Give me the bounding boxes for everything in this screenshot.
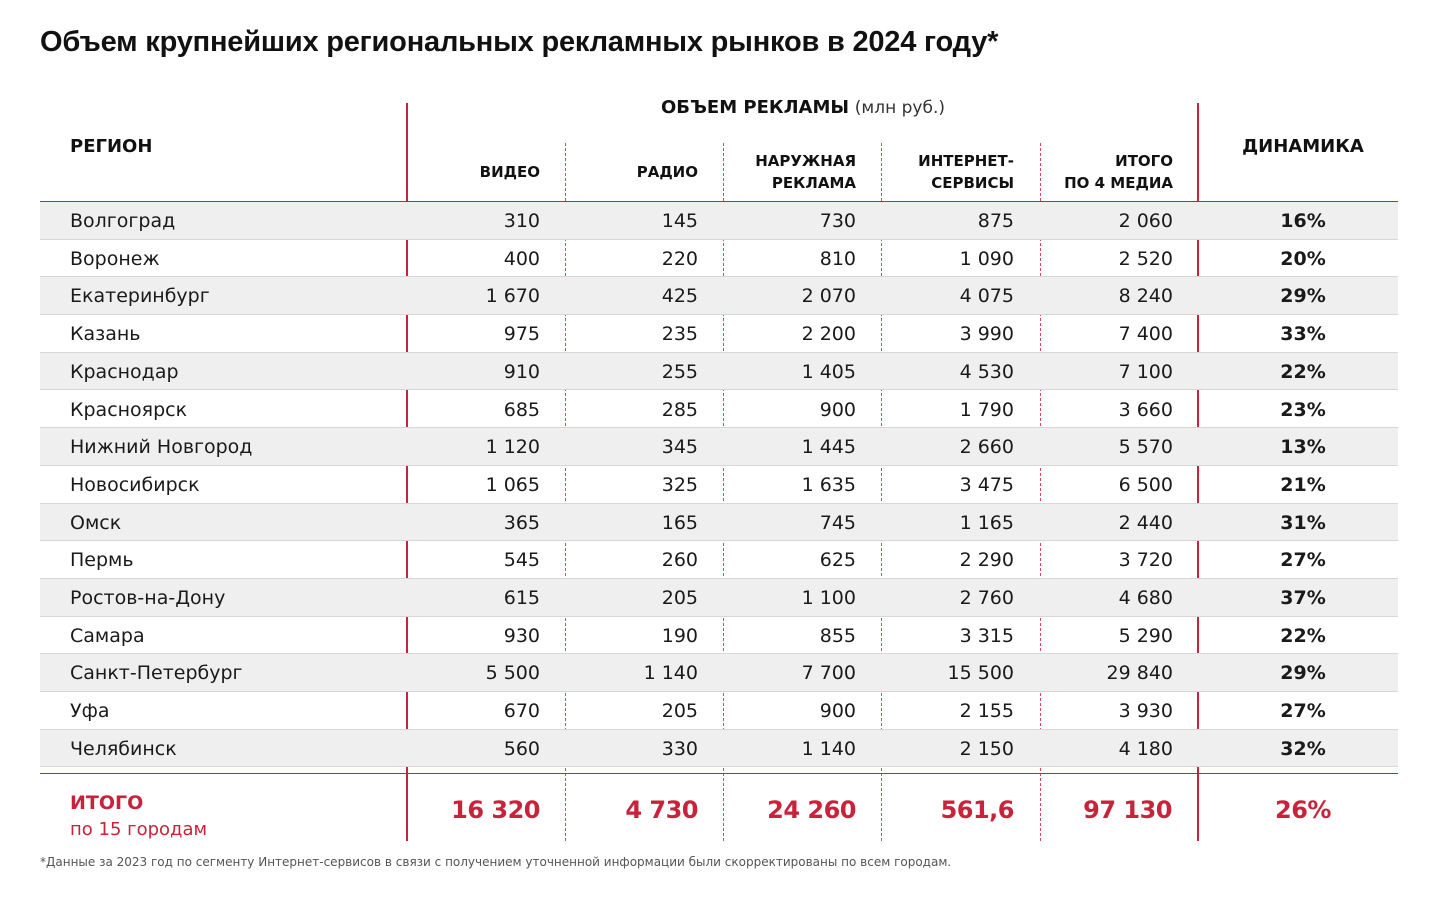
cell-region: Новосибирск bbox=[70, 473, 200, 496]
cell-video: 670 bbox=[503, 700, 540, 723]
footnote: *Данные за 2023 год по сегменту Интернет-сервисов в связи с получением уточненной информации были скорректированы по всем городам. bbox=[40, 855, 952, 869]
cell-internet: 2 155 bbox=[959, 700, 1014, 723]
cell-region: Краснодар bbox=[70, 360, 179, 383]
cell-region: Омск bbox=[70, 511, 122, 534]
cell-video: 685 bbox=[503, 398, 540, 421]
cell-video: 930 bbox=[503, 624, 540, 647]
cell-region: Уфа bbox=[70, 700, 110, 723]
table-row bbox=[40, 466, 1398, 504]
table-row bbox=[40, 654, 1398, 692]
header-radio: РАДИО bbox=[636, 163, 698, 181]
cell-outdoor: 1 100 bbox=[801, 587, 856, 609]
cell-outdoor: 1 405 bbox=[801, 360, 856, 383]
cell-video: 5 500 bbox=[485, 662, 540, 685]
header-internet-line2: СЕРВИСЫ bbox=[931, 174, 1014, 192]
cell-outdoor: 900 bbox=[819, 398, 856, 421]
cell-region: Воронеж bbox=[70, 247, 160, 270]
cell-outdoor: 810 bbox=[819, 247, 856, 270]
cell-region: Челябинск bbox=[70, 737, 177, 760]
cell-outdoor: 2 070 bbox=[801, 285, 856, 308]
cell-internet: 1 090 bbox=[959, 247, 1014, 270]
cell-total: 7 100 bbox=[1118, 360, 1173, 383]
table-row bbox=[40, 428, 1398, 466]
cell-outdoor: 730 bbox=[819, 210, 856, 232]
cell-dynamics: 29% bbox=[1280, 285, 1326, 308]
header-internet-line1: ИНТЕРНЕТ- bbox=[918, 152, 1014, 170]
totals-label-line2: по 15 городам bbox=[70, 819, 208, 840]
totals-outdoor: 24 260 bbox=[767, 796, 856, 824]
cell-radio: 165 bbox=[661, 511, 698, 534]
totals-rule bbox=[40, 773, 1398, 774]
cell-internet: 2 290 bbox=[959, 549, 1014, 572]
cell-region: Самара bbox=[70, 624, 145, 647]
cell-radio: 145 bbox=[661, 210, 698, 232]
cell-internet: 15 500 bbox=[947, 662, 1014, 685]
cell-outdoor: 625 bbox=[819, 549, 856, 572]
cell-outdoor: 7 700 bbox=[801, 662, 856, 685]
cell-internet: 3 475 bbox=[959, 473, 1014, 496]
cell-video: 1 065 bbox=[485, 473, 540, 496]
cell-region: Пермь bbox=[70, 549, 134, 572]
table-row bbox=[40, 541, 1398, 579]
cell-region: Санкт-Петербург bbox=[70, 662, 243, 685]
header-total bbox=[1030, 150, 1173, 194]
cell-dynamics: 21% bbox=[1280, 473, 1326, 496]
cell-dynamics: 22% bbox=[1280, 624, 1326, 647]
cell-radio: 255 bbox=[661, 360, 698, 383]
totals-total: 97 130 bbox=[1083, 796, 1172, 824]
cell-dynamics: 27% bbox=[1280, 700, 1326, 723]
cell-total: 3 720 bbox=[1118, 549, 1173, 572]
cell-internet: 3 990 bbox=[959, 323, 1014, 346]
cell-dynamics: 29% bbox=[1280, 662, 1326, 685]
cell-region: Казань bbox=[70, 323, 141, 346]
cell-dynamics: 32% bbox=[1280, 737, 1326, 760]
table-row bbox=[40, 579, 1398, 617]
cell-total: 8 240 bbox=[1118, 285, 1173, 308]
cell-dynamics: 22% bbox=[1280, 360, 1326, 383]
cell-total: 2 520 bbox=[1118, 247, 1173, 270]
cell-radio: 205 bbox=[661, 700, 698, 723]
cell-total: 2 440 bbox=[1118, 511, 1173, 534]
cell-region: Ростов-на-Дону bbox=[70, 587, 226, 609]
totals-internet: 561,6 bbox=[940, 796, 1014, 824]
cell-internet: 2 660 bbox=[959, 436, 1014, 459]
totals-video: 16 320 bbox=[451, 796, 540, 824]
cell-radio: 330 bbox=[661, 737, 698, 760]
table-row bbox=[40, 277, 1398, 315]
header-region: РЕГИОН bbox=[70, 136, 153, 157]
cell-video: 365 bbox=[503, 511, 540, 534]
header-outdoor bbox=[726, 150, 856, 194]
cell-internet: 875 bbox=[977, 210, 1014, 232]
cell-radio: 205 bbox=[661, 587, 698, 609]
cell-total: 6 500 bbox=[1118, 473, 1173, 496]
cell-region: Нижний Новгород bbox=[70, 436, 253, 459]
cell-radio: 1 140 bbox=[643, 662, 698, 685]
cell-radio: 425 bbox=[661, 285, 698, 308]
header-outdoor-line1: НАРУЖНАЯ bbox=[755, 152, 856, 170]
table-row bbox=[40, 617, 1398, 655]
table-row bbox=[40, 730, 1398, 768]
cell-total: 3 930 bbox=[1118, 700, 1173, 723]
cell-total: 7 400 bbox=[1118, 323, 1173, 346]
cell-dynamics: 16% bbox=[1280, 210, 1326, 232]
cell-dynamics: 27% bbox=[1280, 549, 1326, 572]
table-row bbox=[40, 353, 1398, 391]
totals-label-line1: ИТОГО bbox=[70, 792, 144, 814]
cell-radio: 345 bbox=[661, 436, 698, 459]
header-total-line1: ИТОГО bbox=[1115, 152, 1173, 170]
cell-dynamics: 23% bbox=[1280, 398, 1326, 421]
header-outdoor-line2: РЕКЛАМА bbox=[771, 174, 856, 192]
table-row bbox=[40, 240, 1398, 278]
table-row bbox=[40, 391, 1398, 429]
cell-radio: 235 bbox=[661, 323, 698, 346]
cell-video: 910 bbox=[503, 360, 540, 383]
cell-total: 5 290 bbox=[1118, 624, 1173, 647]
cell-region: Волгоград bbox=[70, 210, 176, 232]
cell-internet: 1 790 bbox=[959, 398, 1014, 421]
header-ad-volume-unit: (млн руб.) bbox=[854, 98, 945, 118]
table-row bbox=[40, 692, 1398, 730]
header-ad-volume bbox=[408, 97, 1198, 118]
cell-region: Красноярск bbox=[70, 398, 188, 421]
cell-outdoor: 900 bbox=[819, 700, 856, 723]
cell-dynamics: 20% bbox=[1280, 247, 1326, 270]
cell-outdoor: 855 bbox=[819, 624, 856, 647]
cell-video: 1 120 bbox=[485, 436, 540, 459]
cell-total: 2 060 bbox=[1118, 210, 1173, 232]
cell-internet: 3 315 bbox=[959, 624, 1014, 647]
totals-radio: 4 730 bbox=[625, 796, 698, 824]
cell-total: 3 660 bbox=[1118, 398, 1173, 421]
table-row bbox=[40, 315, 1398, 353]
cell-video: 615 bbox=[503, 587, 540, 609]
cell-outdoor: 745 bbox=[819, 511, 856, 534]
cell-region: Екатеринбург bbox=[70, 285, 210, 308]
cell-outdoor: 1 140 bbox=[801, 737, 856, 760]
cell-internet: 2 760 bbox=[959, 587, 1014, 609]
cell-video: 1 670 bbox=[485, 285, 540, 308]
cell-total: 4 180 bbox=[1118, 737, 1173, 760]
cell-total: 29 840 bbox=[1106, 662, 1173, 685]
cell-total: 4 680 bbox=[1118, 587, 1173, 609]
totals-dynamics: 26% bbox=[1275, 796, 1331, 824]
header-dynamics: ДИНАМИКА bbox=[1242, 136, 1364, 157]
cell-dynamics: 33% bbox=[1280, 323, 1326, 346]
page-title: Объем крупнейших региональных рекламных рынков в 2024 году* bbox=[40, 26, 999, 58]
header-video: ВИДЕО bbox=[479, 163, 540, 181]
cell-video: 975 bbox=[503, 323, 540, 346]
cell-internet: 4 530 bbox=[959, 360, 1014, 383]
cell-dynamics: 13% bbox=[1280, 436, 1326, 459]
cell-outdoor: 1 635 bbox=[801, 473, 856, 496]
header-total-line2: ПО 4 МЕДИА bbox=[1064, 174, 1173, 192]
cell-internet: 2 150 bbox=[959, 737, 1014, 760]
table-row bbox=[40, 202, 1398, 240]
cell-radio: 325 bbox=[661, 473, 698, 496]
cell-outdoor: 1 445 bbox=[801, 436, 856, 459]
cell-video: 310 bbox=[503, 210, 540, 232]
cell-radio: 220 bbox=[661, 247, 698, 270]
cell-radio: 190 bbox=[661, 624, 698, 647]
row-separator bbox=[40, 766, 1398, 767]
cell-video: 560 bbox=[503, 737, 540, 760]
table-row bbox=[40, 504, 1398, 542]
cell-total: 5 570 bbox=[1118, 436, 1173, 459]
cell-internet: 1 165 bbox=[959, 511, 1014, 534]
cell-video: 545 bbox=[503, 549, 540, 572]
cell-dynamics: 31% bbox=[1280, 511, 1326, 534]
totals-label bbox=[70, 790, 207, 843]
cell-video: 400 bbox=[503, 247, 540, 270]
header-internet bbox=[884, 150, 1014, 194]
cell-internet: 4 075 bbox=[959, 285, 1014, 308]
cell-dynamics: 37% bbox=[1280, 587, 1326, 609]
header-ad-volume-title: ОБЪЕМ РЕКЛАМЫ bbox=[660, 97, 850, 118]
cell-radio: 260 bbox=[661, 549, 698, 572]
cell-outdoor: 2 200 bbox=[801, 323, 856, 346]
cell-radio: 285 bbox=[661, 398, 698, 421]
